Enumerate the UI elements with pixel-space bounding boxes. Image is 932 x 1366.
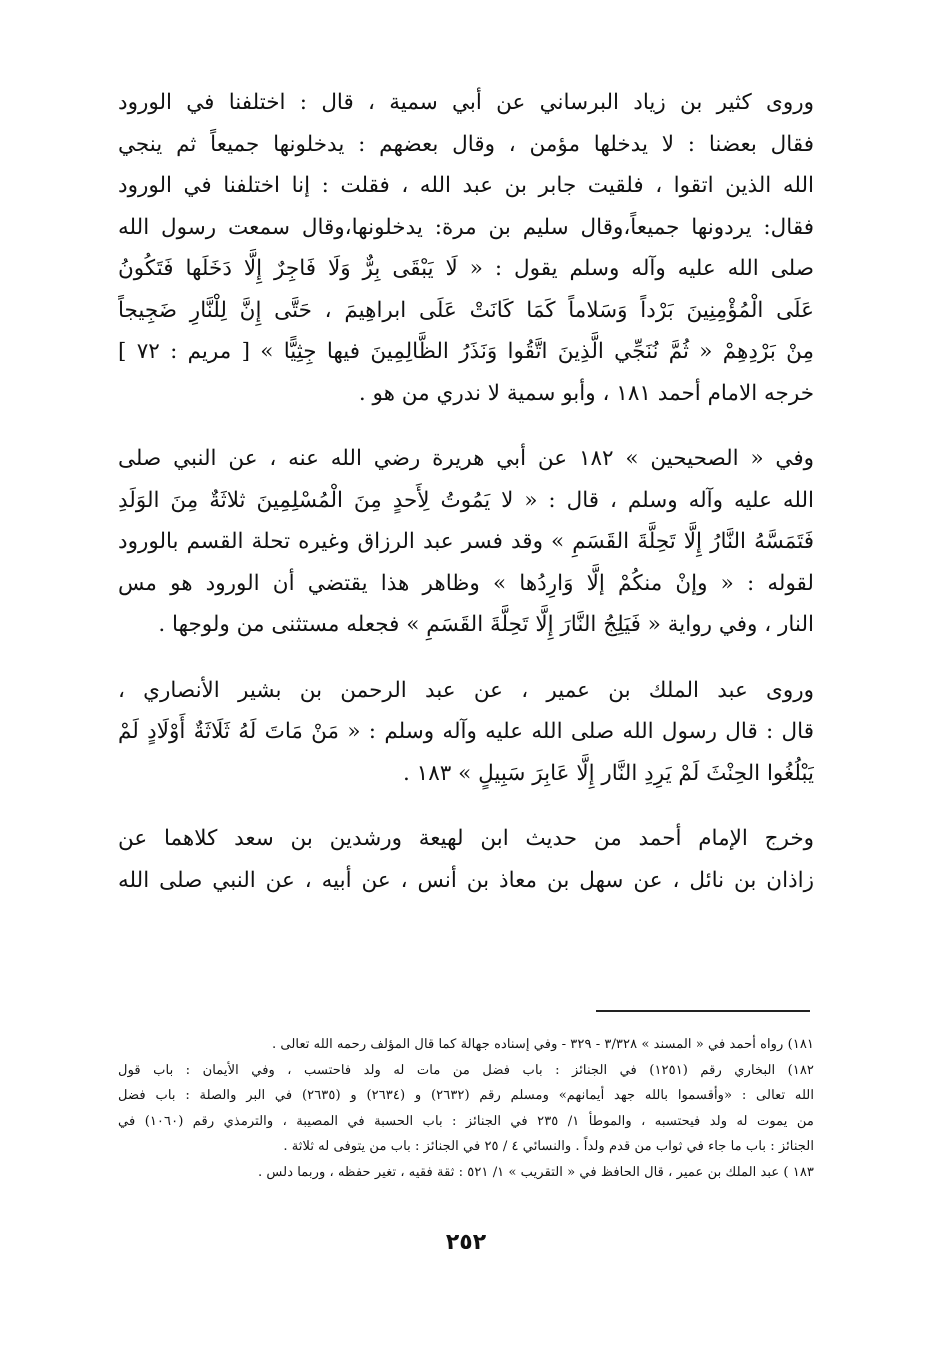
text-line: مِنْ بَرْدِهِمْ « ثُمَّ نُنَجِّي الَّذِينَ اتَّقُوا وَنَذَرُ الظَّالِمِينَ فيها جِثِيًّا » [ مريم : ٧٢ ] xyxy=(118,339,814,364)
paragraph-spacer xyxy=(118,414,814,438)
text-line: فقال: يردونها جميعاً،وقال سليم بن مرة: يدخلونها،وقال سمعت رسول الله xyxy=(118,214,814,240)
footnote-line: ١٨٢) البخاري رقم (١٢٥١) في الجنائز : باب فضل من مات له ولد فاحتسب ، وفي الأيمان : باب قول xyxy=(118,1062,814,1078)
paragraph-4 xyxy=(118,818,814,901)
main-text xyxy=(118,82,814,901)
footnotes xyxy=(118,1032,814,1185)
footnote-line: ١٨١) رواه أحمد في « المسند » ٣/٣٢٨ - ٣٢٩ - وفي إسناده جهالة كما قال المؤلف رحمه الله تعالى . xyxy=(272,1037,814,1052)
text-line: وخرج الإمام أحمد من حديث ابن لهيعة ورشدين بن سعد كلاهما عن xyxy=(118,826,814,851)
text-line: خرجه الامام أحمد ١٨١ ، وأبو سمية لا ندري من هو . xyxy=(358,380,814,406)
text-line: الله عليه وآله وسلم ، قال : « لا يَمُوتُ لِأَحدٍ مِنَ الْمُسْلِمِينَ ثلاثَةٌ مِنَ الوَلَدِ xyxy=(118,487,814,513)
footnote-line: الله تعالى : «وأقسموا بالله جهد أيمانهم» ومسلم رقم (٢٦٣٢) و (٢٦٣٤) و (٢٦٣٥) في البر والصلة : باب فضل xyxy=(118,1088,814,1103)
paragraph-3 xyxy=(118,670,814,795)
paragraph-spacer xyxy=(118,646,814,670)
page-number: ٢٥٢ xyxy=(445,1230,487,1255)
text-line: لقوله : « وإنْ منكُمْ إلَّا وَارِدُها » وظاهر هذا يقتضي أن الورود هو مس xyxy=(118,570,814,596)
footnote-separator xyxy=(596,1010,810,1012)
paragraph-spacer xyxy=(118,794,814,818)
text-line: النار ، وفي رواية « فَيَلِجُ النَّارَ إِلَّا تَحِلَّةَ القَسَمِ » فجعله مستثنى من ولوجها . xyxy=(158,612,814,637)
paragraph-2 xyxy=(118,438,814,646)
text-line: وفي « الصحيحين » ١٨٢ عن أبي هريرة رضي الله عنه ، عن النبي صلى xyxy=(118,446,814,471)
paragraph-1 xyxy=(118,82,814,414)
text-line: فقال بعضنا : لا يدخلها مؤمن ، وقال بعضهم : يدخلونها جميعاً ثم ينجي xyxy=(118,131,814,157)
text-line: وروى عبد الملك بن عمير ، عن عبد الرحمن بن بشير الأنصاري ، xyxy=(118,677,814,703)
text-line: يَبْلُغُوا الحِنْثَ لَمْ يَرِدِ النَّار إِلَّا عَابِرَ سَبِيلٍ » ١٨٣ . xyxy=(403,760,814,786)
text-line: زاذان بن نائل ، عن سهل بن معاذ بن أنس ، عن أبيه ، عن النبي صلى الله xyxy=(118,867,814,893)
text-line: فَتَمَسَّهُ النَّارُ إِلَّا تَحِلَّةَ القَسَمِ » وقد فسر عبد الرزاق وغيره تحلة القسم بالورود xyxy=(118,529,814,554)
footnote-line: من يموت له ولد فيحتسبه ، والموطأ ١/ ٢٣٥ في الجنائز : باب الحسبة في المصيبة ، والترمذي رقم (١٠٦٠) في xyxy=(118,1113,814,1129)
text-line: قال : قال رسول الله صلى الله عليه وآله وسلم : « مَنْ مَاتَ لَهُ ثَلَاثَةٌ أَوْلَادٍ لَمْ xyxy=(118,719,814,744)
text-line: صلى الله عليه وآله وسلم يقول : « لَا يَبْقَى بِرٌّ وَلَا فَاجِرٌ إِلَّا دَخَلَها فَتَكُونُ xyxy=(118,256,814,281)
footnote-line: الجنائز : باب ما جاء في ثواب من قدم ولداً . والنسائي ٤ / ٢٥ في الجنائز : باب من يتوفى له ثلاثة . xyxy=(283,1139,814,1154)
text-line: عَلَى الْمُؤْمِنِينَ بَرْداً وَسَلاماً كَمَا كَانَتْ عَلَى ابراهِيمَ ، حَتَّى إِنَّ لِلْنَّارِ ضَجِيجاً xyxy=(118,297,814,323)
text-line: وروى كثير بن زياد البرساني عن أبي سمية ، قال : اختلفنا في الورود xyxy=(118,90,814,115)
footnote-line: ١٨٣ ) عبد الملك بن عمير ، قال الحافظ في « التقريب » ١/ ٥٢١ : ثقة فقيه ، تغير حفظه ، وربما دلس . xyxy=(257,1164,814,1180)
text-line: الله الذين اتقوا ، فلقيت جابر بن عبد الله ، فقلت : إنا اختلفنا في الورود xyxy=(118,173,814,198)
